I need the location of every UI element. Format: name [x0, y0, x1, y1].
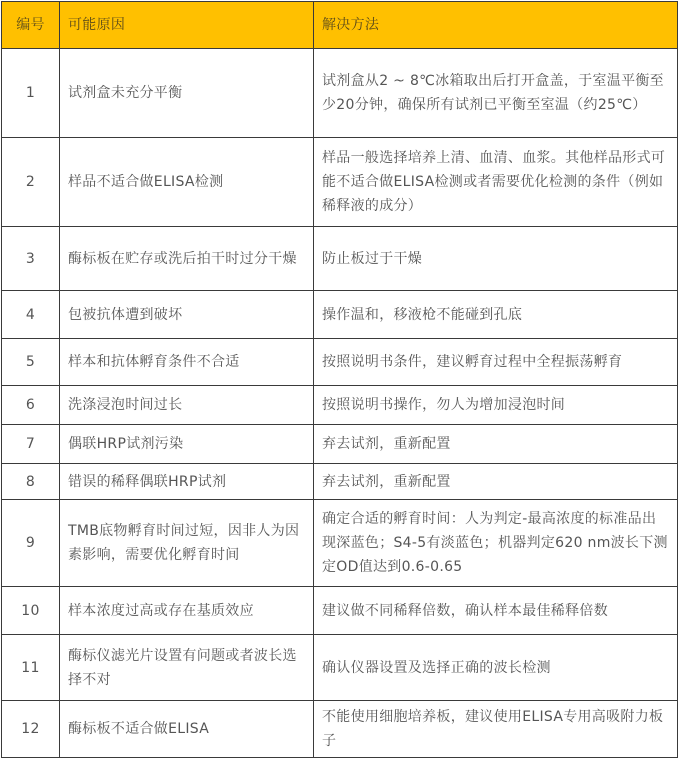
table-row [2, 500, 678, 587]
row-cause: 包被抗体遭到破坏 [60, 291, 314, 339]
row-number: 3 [2, 227, 60, 291]
row-number: 2 [2, 138, 60, 227]
row-cause: 酶标板不适合做ELISA [60, 701, 314, 758]
row-cause: TMB底物孵育时间过短，因非人为因素影响，需要优化孵育时间 [60, 500, 314, 587]
row-solution: 建议做不同稀释倍数，确认样本最佳稀释倍数 [314, 587, 678, 635]
row-cause: 样本浓度过高或存在基质效应 [60, 587, 314, 635]
table-row [2, 386, 678, 425]
table-row [2, 138, 678, 227]
header-solution: 解决方法 [314, 2, 678, 49]
header-cause: 可能原因 [60, 2, 314, 49]
row-number: 5 [2, 339, 60, 386]
row-solution: 防止板过于干燥 [314, 227, 678, 291]
row-cause: 错误的稀释偶联HRP试剂 [60, 464, 314, 500]
row-solution: 按照说明书操作，勿人为增加浸泡时间 [314, 386, 678, 425]
row-number: 7 [2, 425, 60, 464]
table-header-row [2, 2, 678, 49]
row-number: 1 [2, 49, 60, 138]
table-row [2, 291, 678, 339]
table-row [2, 227, 678, 291]
row-number: 11 [2, 635, 60, 701]
row-solution: 试剂盒从2 ~ 8℃冰箱取出后打开盒盖，于室温平衡至少20分钟，确保所有试剂已平衡至室温（约25℃） [314, 49, 678, 138]
row-solution: 不能使用细胞培养板，建议使用ELISA专用高吸附力板子 [314, 701, 678, 758]
table-row [2, 587, 678, 635]
row-cause: 样本和抗体孵育条件不合适 [60, 339, 314, 386]
table-row [2, 49, 678, 138]
row-number: 6 [2, 386, 60, 425]
row-number: 4 [2, 291, 60, 339]
table-row [2, 464, 678, 500]
row-solution: 确定合适的孵育时间：人为判定-最高浓度的标准品出现深蓝色；S4-5有淡蓝色；机器判定620 nm波长下测定OD值达到0.6-0.65 [314, 500, 678, 587]
row-cause: 酶标板在贮存或洗后拍干时过分干燥 [60, 227, 314, 291]
row-cause: 样品不适合做ELISA检测 [60, 138, 314, 227]
row-solution: 确认仪器设置及选择正确的波长检测 [314, 635, 678, 701]
row-number: 10 [2, 587, 60, 635]
row-number: 12 [2, 701, 60, 758]
row-solution: 样品一般选择培养上清、血清、血浆。其他样品形式可能不适合做ELISA检测或者需要优化检测的条件（例如稀释液的成分） [314, 138, 678, 227]
row-cause: 酶标仪滤光片设置有问题或者波长选择不对 [60, 635, 314, 701]
row-solution: 弃去试剂，重新配置 [314, 464, 678, 500]
troubleshooting-table [1, 1, 678, 758]
row-cause: 偶联HRP试剂污染 [60, 425, 314, 464]
table-row [2, 701, 678, 758]
row-number: 9 [2, 500, 60, 587]
row-solution: 按照说明书条件，建议孵育过程中全程振荡孵育 [314, 339, 678, 386]
table-row [2, 339, 678, 386]
row-cause: 试剂盒未充分平衡 [60, 49, 314, 138]
header-number: 编号 [2, 2, 60, 49]
row-solution: 弃去试剂，重新配置 [314, 425, 678, 464]
row-solution: 操作温和，移液枪不能碰到孔底 [314, 291, 678, 339]
row-number: 8 [2, 464, 60, 500]
table-row [2, 635, 678, 701]
row-cause: 洗涤浸泡时间过长 [60, 386, 314, 425]
table-row [2, 425, 678, 464]
